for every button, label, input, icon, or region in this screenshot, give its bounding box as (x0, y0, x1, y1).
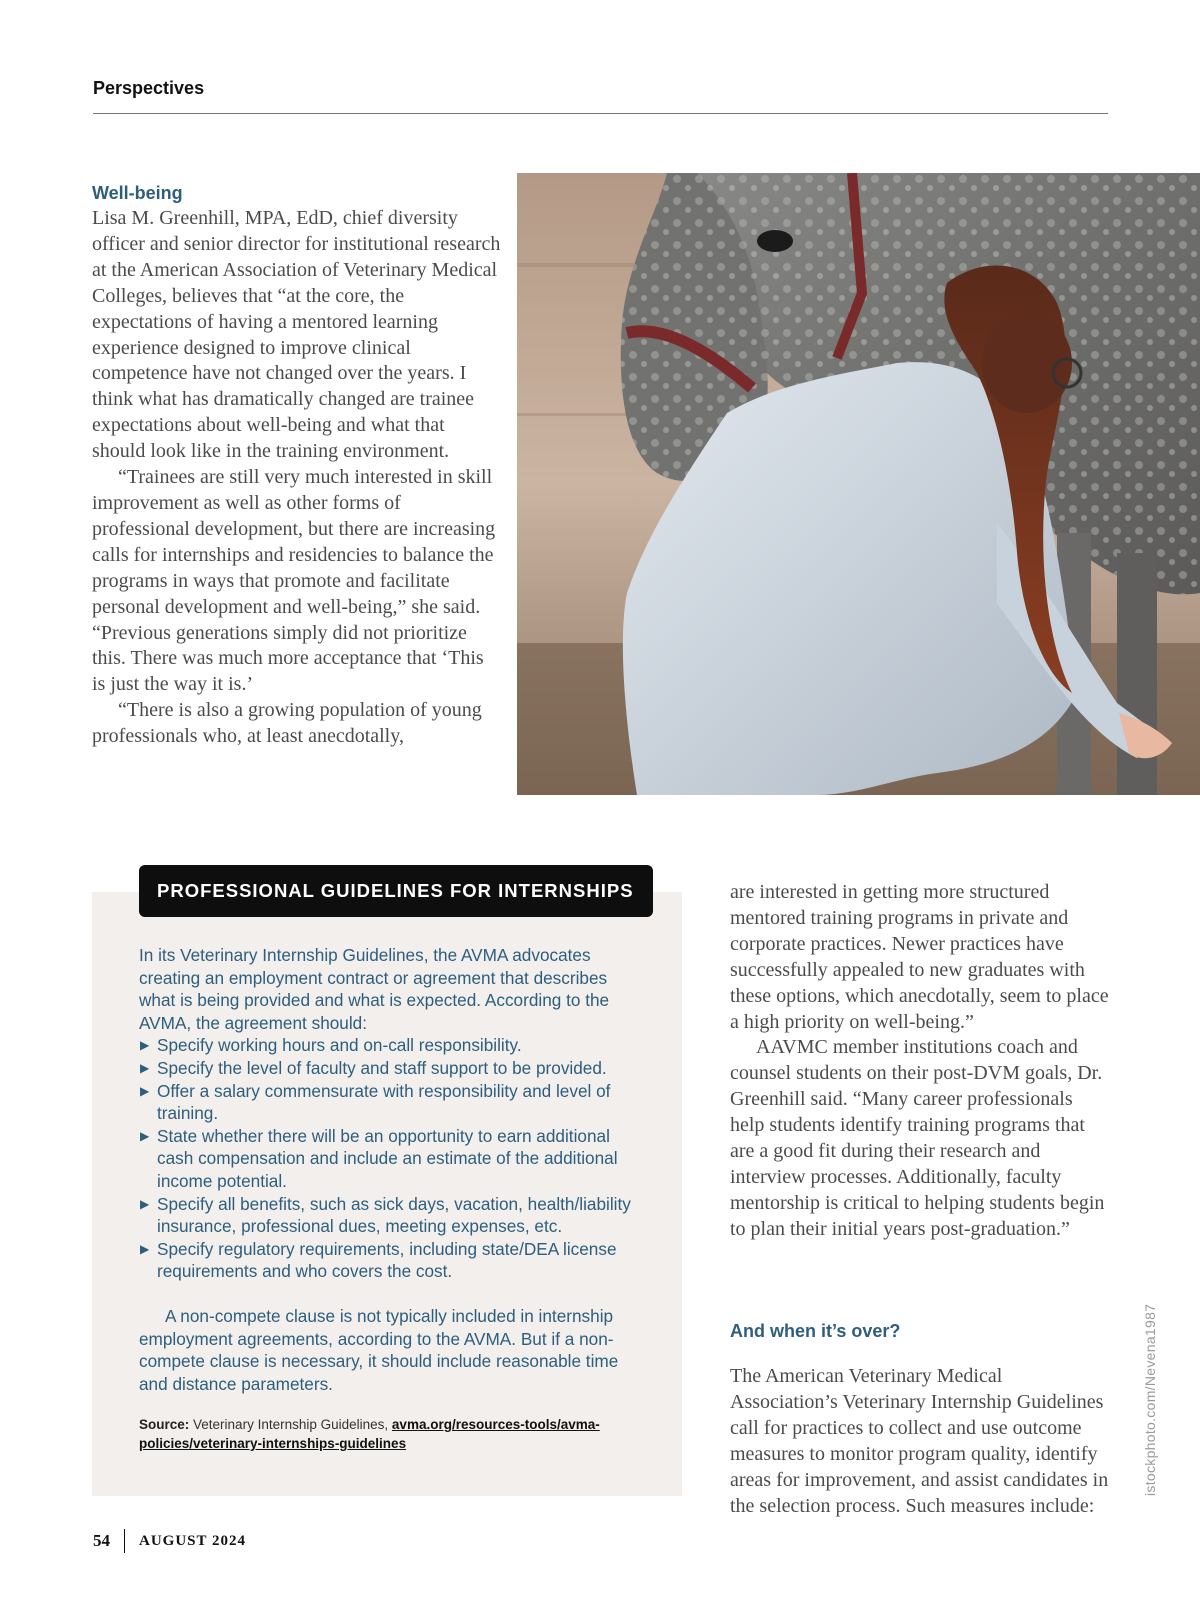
triangle-bullet-icon: ▶ (140, 1241, 150, 1256)
left-paragraph: “Trainees are still very much interested in skill improvement as well as other forms of professional development, but there are increasing calls for internships and residencies to balance the programs in ways that promote and facilitate personal development and well-being,” she said. “Previous generations simply did not prioritize this. There was much more acceptance that ‘This is just the way it is.’ (92, 466, 496, 696)
list-item: ▶ Specify the level of faculty and staff support to be provided. (140, 1057, 607, 1078)
list-item: ▶ Specify working hours and on-call responsibility. (140, 1035, 522, 1056)
list-item: ▶ State whether there will be an opportunity to earn additional cash compensation and include an estimate of the additional income potential. (140, 1125, 618, 1191)
triangle-bullet-icon: ▶ (140, 1128, 150, 1143)
right-paragraph: AAVMC member institutions coach and counsel students on their post-DVM goals, Dr. Greenhill said. “Many career professionals help students identify training programs that are a good fit during their research and interview processes. Additionally, faculty mentorship is critical to helping students begin to plan their initial years post-graduation.” (730, 1036, 1105, 1240)
veterinarian-horse-photo (517, 173, 1200, 795)
header-rule (93, 113, 1108, 114)
sidebar-note: A non-compete clause is not typically included in internship employment agreements, according to the AVMA. But if a non-compete clause is necessary, it should include reasonable time and distance parameters. (139, 1305, 619, 1394)
source-label: Source: (139, 1417, 190, 1432)
page-number: 54 (93, 1531, 110, 1550)
issue-date: AUGUST 2024 (139, 1532, 246, 1549)
triangle-bullet-icon: ▶ (140, 1083, 150, 1098)
left-column (92, 180, 502, 750)
sidebar-title: PROFESSIONAL GUIDELINES FOR INTERNSHIPS (139, 865, 653, 917)
right-paragraph: are interested in getting more structured mentored training programs in private and corporate practices. Newer practices have successfully appealed to new graduates with these options, which anecdotally, seem to place a high priority on well-being.” (730, 881, 1109, 1033)
right-column-lower (730, 1318, 1110, 1539)
right-column (730, 880, 1110, 1243)
photo-credit: istockphoto.com/Nevena1987 (1142, 1303, 1158, 1496)
section-label: Perspectives (93, 78, 205, 98)
sidebar-intro: In its Veterinary Internship Guidelines, the AVMA advocates creating an employment contract or agreement that describes what is being provided and what is expected. According to the AVMA, the agreement should: (139, 945, 610, 1033)
left-paragraph: “There is also a growing population of young professionals who, at least anecdotally, (92, 699, 482, 748)
left-paragraph: Lisa M. Greenhill, MPA, EdD, chief diversity officer and senior director for institutional research at the American Association of Veterinary Medical Colleges, believes that “at the core, the expectations of having a mentored learning experience designed to improve clinical competence have not changed over the years. I think what has dramatically changed are trainee expectations about well-being and what that should look like in the training environment. (92, 207, 501, 463)
page-footer (93, 1528, 246, 1554)
right-paragraph: The American Veterinary Medical Association’s Veterinary Internship Guidelines call for practices to collect and use outcome measures to monitor program quality, identify areas for improvement, and assist candidates in the selection process. Such measures include: (730, 1365, 1109, 1517)
list-item: ▶ Specify all benefits, such as sick days, vacation, health/liability insurance, professional dues, meeting expenses, etc. (140, 1193, 631, 1237)
triangle-bullet-icon: ▶ (140, 1060, 150, 1075)
footer-divider (124, 1529, 125, 1553)
sidebar-body (139, 944, 639, 1395)
triangle-bullet-icon: ▶ (140, 1038, 150, 1053)
source-line (139, 1415, 649, 1453)
wellbeing-heading: Well-being (92, 183, 183, 203)
source-text: Veterinary Internship Guidelines, (193, 1417, 389, 1432)
when-over-heading: And when it’s over? (730, 1321, 901, 1341)
source-link[interactable]: avma.org/resources-tools/avma-policies/veterinary-internships-guidelines (139, 1417, 600, 1451)
list-item: ▶ Offer a salary commensurate with responsibility and level of training. (140, 1080, 611, 1124)
list-item: ▶ Specify regulatory requirements, including state/DEA license requirements and who covers the cost. (140, 1238, 617, 1282)
guideline-list (139, 1034, 639, 1283)
triangle-bullet-icon: ▶ (140, 1196, 150, 1211)
